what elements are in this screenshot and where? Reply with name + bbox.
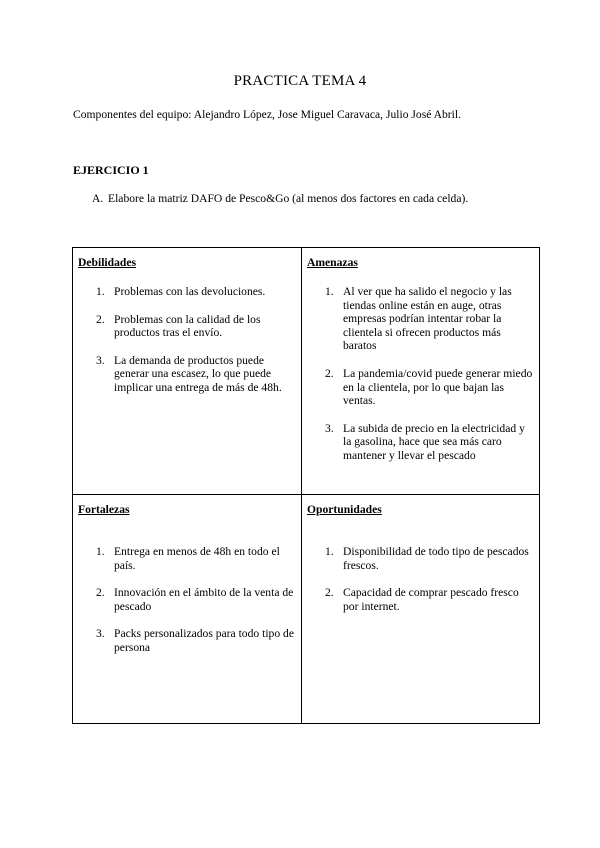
- list-fortalezas: [73, 545, 295, 669]
- list-item-text: Innovación en el ámbito de la venta de pescado: [114, 586, 294, 613]
- document-title: PRACTICA TEMA 4: [233, 73, 367, 89]
- dafo-matrix: [72, 247, 540, 724]
- list-item-text: Entrega en menos de 48h en todo el país.: [114, 545, 280, 572]
- instruction-marker: A.: [92, 192, 104, 205]
- team-members: Componentes del equipo: Alejandro López, Jose Miguel Caravaca, Julio José Abril.: [73, 108, 461, 121]
- list-item-text: Packs personalizados para todo tipo de persona: [114, 627, 294, 654]
- list-item-number: 3.: [325, 421, 334, 435]
- list-debilidades: [73, 285, 295, 409]
- list-item-number: 2.: [325, 586, 334, 600]
- list-item-number: 1.: [96, 545, 105, 558]
- cell-heading-fortalezas: Fortalezas: [78, 503, 130, 516]
- list-item-text: Problemas con la calidad de los productos tras el envío.: [114, 312, 261, 340]
- list-item-number: 2.: [325, 366, 334, 380]
- list-item-number: 1.: [325, 545, 334, 558]
- cell-heading-amenazas: Amenazas: [307, 256, 358, 269]
- list-item: [73, 586, 295, 613]
- list-item: [302, 367, 536, 408]
- cell-oportunidades: [302, 495, 540, 724]
- list-item-text: Problemas con las devoluciones.: [114, 285, 266, 298]
- cell-heading-oportunidades: Oportunidades: [307, 503, 382, 516]
- list-item-number: 2.: [96, 312, 105, 326]
- list-item: [302, 545, 536, 572]
- list-item-text: La pandemia/covid puede generar miedo en la clientela, por lo que bajan las ventas.: [343, 366, 533, 408]
- list-item: [302, 586, 536, 613]
- cell-heading-debilidades: Debilidades: [78, 256, 136, 269]
- exercise-heading: EJERCICIO 1: [73, 163, 149, 177]
- list-item-number: 2.: [96, 586, 105, 600]
- list-amenazas: [302, 285, 536, 477]
- list-item-number: 1.: [96, 285, 105, 298]
- list-item: [73, 354, 295, 395]
- instruction-text: Elabore la matriz DAFO de Pesco&Go (al menos dos factores en cada celda).: [108, 192, 469, 205]
- list-item-text: Capacidad de comprar pescado fresco por internet.: [343, 586, 519, 613]
- list-item-text: La subida de precio en la electricidad y la gasolina, hace que sea más caro mantener y llevar el pescado: [343, 421, 525, 462]
- list-item-text: Al ver que ha salido el negocio y las tiendas online están en auge, otras empresas podrían intentar robar la clientela si ofrecen productos más baratos: [343, 285, 512, 353]
- cell-debilidades: [73, 248, 301, 494]
- list-item-number: 1.: [325, 285, 334, 298]
- list-oportunidades: [302, 545, 536, 627]
- list-item: [302, 422, 536, 463]
- list-item-text: La demanda de productos puede generar una escasez, lo que puede implicar una entrega de más de 48h.: [114, 353, 282, 394]
- list-item-number: 3.: [96, 353, 105, 367]
- list-item: [73, 627, 295, 654]
- list-item-number: 3.: [96, 627, 105, 641]
- list-item-text: Disponibilidad de todo tipo de pescados frescos.: [343, 545, 529, 572]
- list-item: [73, 285, 295, 299]
- list-item: [302, 285, 536, 353]
- instruction: [92, 192, 468, 205]
- cell-fortalezas: [73, 495, 301, 724]
- list-item: [73, 545, 295, 572]
- cell-amenazas: [302, 248, 540, 494]
- list-item: [73, 313, 295, 340]
